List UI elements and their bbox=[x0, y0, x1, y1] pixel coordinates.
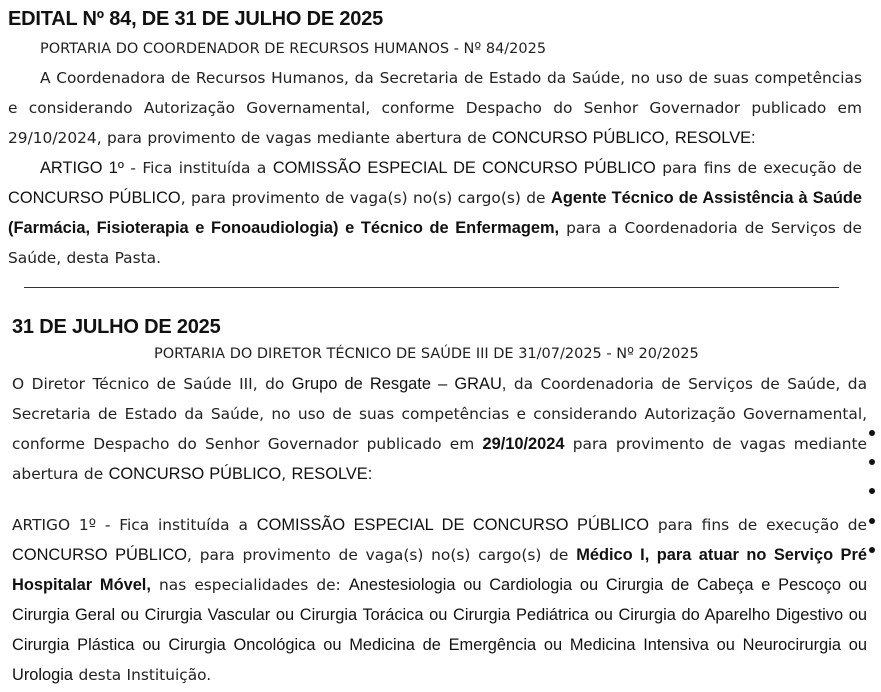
julho-artigo-text-a: ARTIGO 1º - Fica instituída a bbox=[12, 516, 257, 534]
edital-artigo-paragraph bbox=[8, 153, 862, 273]
julho-intro-grupo: Grupo de Resgate – GRAU, bbox=[291, 375, 507, 393]
julho-intro-resolve: RESOLVE: bbox=[291, 465, 373, 483]
julho-artigo-comissao: COMISSÃO ESPECIAL DE CONCURSO PÚBLICO bbox=[256, 516, 650, 534]
julho-artigo-paragraph bbox=[12, 510, 867, 690]
julho-intro-concurso: CONCURSO PÚBLICO bbox=[108, 465, 282, 483]
margin-dot bbox=[869, 547, 875, 553]
edital-artigo-comissao: COMISSÃO ESPECIAL DE CONCURSO PÚBLICO bbox=[272, 159, 656, 177]
julho-intro-text-c: para provimento de vagas mediante abertura de bbox=[12, 435, 868, 483]
edital-artigo-text-b: para fins de execução de bbox=[655, 159, 862, 177]
edital-intro-paragraph bbox=[8, 63, 862, 153]
julho-portaria-heading: PORTARIA DO DIRETOR TÉCNICO DE SAÚDE III DE 31/07/2025 - Nº 20/2025 bbox=[154, 346, 699, 362]
edital-title: EDITAL Nº 84, DE 31 DE JULHO DE 2025 bbox=[8, 8, 384, 30]
julho-artigo-text-e: desta Instituição. bbox=[73, 666, 212, 684]
edital-artigo-concurso: CONCURSO PÚBLICO bbox=[8, 189, 181, 207]
edital-artigo-label: ARTIGO 1º bbox=[40, 159, 124, 177]
edital-intro-text: A Coordenadora de Recursos Humanos, da Secretaria de Estado da Saúde, no uso de suas competências e considerando Autorização Governamental, conforme Despacho do Senhor Governador publicado em 29/10/2024, para provimento de vagas mediante abertura de bbox=[8, 69, 862, 147]
margin-dot bbox=[869, 459, 875, 465]
margin-dot bbox=[869, 518, 875, 524]
edital-artigo-text-c: , para provimento de vaga(s) no(s) cargo(s) de bbox=[180, 189, 551, 207]
julho-artigo-text-b: para fins de execução de bbox=[649, 516, 867, 534]
edital-artigo-cargos: Agente Técnico de Assistência à Saúde (Farmácia, Fisioterapia e Fonoaudiologia) e Técnico de Enfermagem, bbox=[8, 189, 862, 237]
julho-artigo-especialidades: Anestesiologia ou Cardiologia ou Cirurgia de Cabeça e Pescoço ou Cirurgia Geral ou Cirurgia Vascular ou Cirurgia Torácica ou Cirurgia Pediátrica ou Cirurgia do Aparelho Digestivo ou Cirurgia Plástica ou Cirurgia Oncológica ou Medicina de Emergência ou Medicina Intensiva ou Neurocirurgia ou Urologia bbox=[12, 576, 868, 684]
julho-artigo-concurso: CONCURSO PÚBLICO bbox=[12, 546, 188, 564]
margin-dot bbox=[869, 488, 875, 494]
edital-intro-concurso: CONCURSO PÚBLICO bbox=[491, 129, 665, 147]
edital-intro-sep: , bbox=[664, 129, 675, 147]
julho-intro-text-a: O Diretor Técnico de Saúde III, do bbox=[12, 375, 292, 393]
edital-artigo-text-a: - Fica instituída a bbox=[123, 159, 273, 177]
section-divider bbox=[24, 287, 839, 288]
julho-intro-paragraph bbox=[12, 369, 867, 489]
julho-artigo-text-d: nas especialidades de: bbox=[150, 576, 349, 594]
julho-artigo-cargo: Médico I, para atuar no Serviço Pré Hospitalar Móvel, bbox=[12, 546, 867, 594]
edital-artigo-text-d: para a Coordenadoria de Serviços de Saúde, desta Pasta. bbox=[8, 219, 862, 267]
edital-portaria-heading: PORTARIA DO COORDENADOR DE RECURSOS HUMANOS - Nº 84/2025 bbox=[40, 41, 547, 57]
julho-intro-sep: , bbox=[281, 465, 292, 483]
margin-dot bbox=[869, 430, 875, 436]
julho-title: 31 DE JULHO DE 2025 bbox=[12, 316, 221, 338]
julho-artigo-text-c: , para provimento de vaga(s) no(s) cargo(s) de bbox=[187, 546, 577, 564]
julho-intro-date: 29/10/2024 bbox=[482, 435, 565, 453]
edital-intro-resolve: RESOLVE: bbox=[674, 129, 756, 147]
julho-intro-text-b: da Coordenadoria de Serviços de Saúde, da Secretaria de Estado da Saúde, no uso de suas competências e considerando Autorização Governamental, conforme Despacho do Senhor Governador publicado em bbox=[12, 375, 867, 453]
